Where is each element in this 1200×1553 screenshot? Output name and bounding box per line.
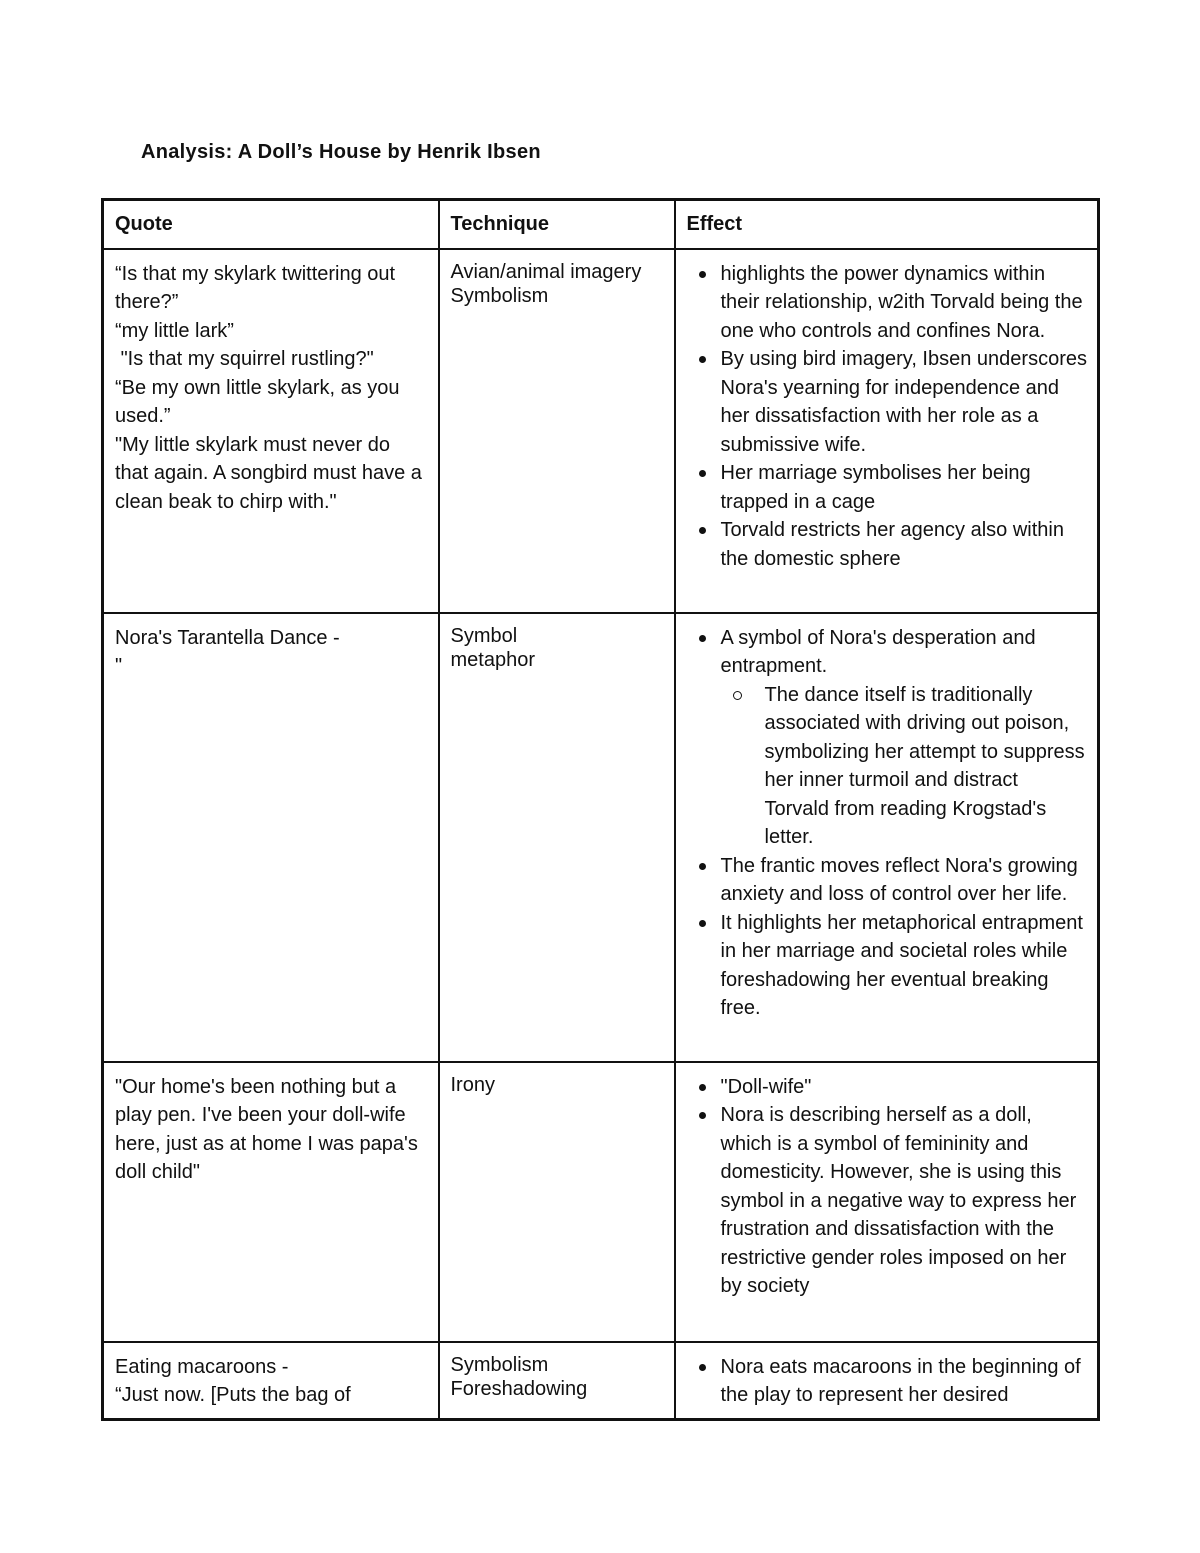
technique-cell — [439, 1062, 675, 1342]
table-header-row — [103, 200, 1099, 249]
effect-text: highlights the power dynamics within their relationship, w2ith Torvald being the one who controls and confines Nora. — [720, 262, 1083, 342]
technique-line: Foreshadowing — [450, 1377, 588, 1400]
effect-text: Her marriage symbolises her being trapped in a cage — [720, 462, 1031, 513]
effect-bullet — [687, 260, 1088, 346]
effect-cell — [675, 1342, 1099, 1420]
technique-cell — [439, 1342, 675, 1420]
technique-line: Symbol — [450, 624, 518, 647]
effect-text: Nora is describing herself as a doll, which is a symbol of femininity and domesticity. However, she is using this symbol in a negative way to express her frustration and dissatisfaction with the restrictive gender roles imposed on her by society — [720, 1104, 1077, 1297]
effect-cell — [675, 249, 1099, 613]
quote-line: Eating macaroons - — [115, 1355, 289, 1378]
header-effect: Effect — [675, 200, 1099, 249]
quote-cell — [103, 1062, 439, 1342]
effect-cell — [675, 1062, 1099, 1342]
effect-bullet — [687, 624, 1088, 852]
quote-line: “Just now. [Puts the bag of — [115, 1384, 351, 1406]
effect-text: It highlights her metaphorical entrapment in her marriage and societal roles while foreshadowing her eventual breaking free. — [720, 911, 1083, 1019]
effect-text: By using bird imagery, Ibsen underscores Nora's yearning for independence and her dissatisfaction with her role as a submissive wife. — [720, 348, 1087, 456]
quote-line: Nora's Tarantella Dance - — [115, 626, 340, 649]
effect-text: The frantic moves reflect Nora's growing anxiety and loss of control over her life. — [720, 854, 1078, 905]
effect-cell — [675, 613, 1099, 1062]
effect-list — [687, 624, 1088, 1023]
quote-line: "Is that my squirrel rustling?" — [115, 348, 374, 370]
header-quote: Quote — [103, 200, 439, 249]
technique-line: Avian/animal imagery — [450, 260, 642, 283]
effect-text: Torvald restricts her agency also within the domestic sphere — [720, 519, 1064, 570]
effect-bullet — [687, 909, 1088, 1023]
effect-bullet — [687, 516, 1088, 573]
table-row — [103, 1062, 1099, 1342]
effect-bullet — [687, 1101, 1088, 1301]
effect-list — [687, 1073, 1088, 1301]
effect-bullet — [687, 1073, 1088, 1102]
technique-line: Symbolism — [450, 284, 549, 307]
table-body — [103, 249, 1099, 1420]
quote-line: "Our home's been nothing but a play pen. I've been your doll-wife here, just as at home I was papa's doll child" — [115, 1075, 424, 1183]
document-title: Analysis: A Doll’s House by Henrik Ibsen — [141, 141, 541, 163]
technique-line: Irony — [450, 1073, 495, 1096]
effect-text: "Doll-wife" — [720, 1075, 812, 1098]
effect-subtext: The dance itself is traditionally associated with driving out poison, symbolizing her attempt to suppress her inner turmoil and distract Torvald from reading Krogstad's letter. — [764, 683, 1085, 848]
header-technique: Technique — [439, 200, 675, 249]
table-row — [103, 1342, 1099, 1420]
effect-text: A symbol of Nora's desperation and entrapment. — [720, 626, 1036, 677]
quote-line: “Be my own little skylark, as you used.” — [115, 376, 406, 427]
technique-cell — [439, 613, 675, 1062]
quote-line: " — [115, 655, 123, 677]
effect-bullet — [687, 459, 1088, 516]
quote-line: “my little lark” — [115, 319, 234, 342]
effect-bullet — [687, 1353, 1088, 1410]
quote-cell — [103, 613, 439, 1062]
effect-bullet — [687, 852, 1088, 909]
effect-list — [687, 260, 1088, 574]
effect-text: Nora eats macaroons in the beginning of the play to represent her desired — [720, 1355, 1081, 1406]
table-row — [103, 249, 1099, 613]
analysis-table — [101, 198, 1100, 1421]
quote-line: “Is that my skylark twittering out there?” — [115, 262, 401, 313]
quote-cell — [103, 249, 439, 613]
effect-bullet — [687, 345, 1088, 459]
technique-line: metaphor — [450, 648, 535, 671]
effect-subbullet — [721, 681, 1088, 852]
technique-cell — [439, 249, 675, 613]
effect-list — [687, 1353, 1088, 1410]
quote-line: "My little skylark must never do that again. A songbird must have a clean beak to chirp with." — [115, 433, 428, 513]
quote-cell — [103, 1342, 439, 1420]
effect-sublist — [721, 681, 1088, 852]
table-row — [103, 613, 1099, 1062]
technique-line: Symbolism — [450, 1353, 549, 1376]
